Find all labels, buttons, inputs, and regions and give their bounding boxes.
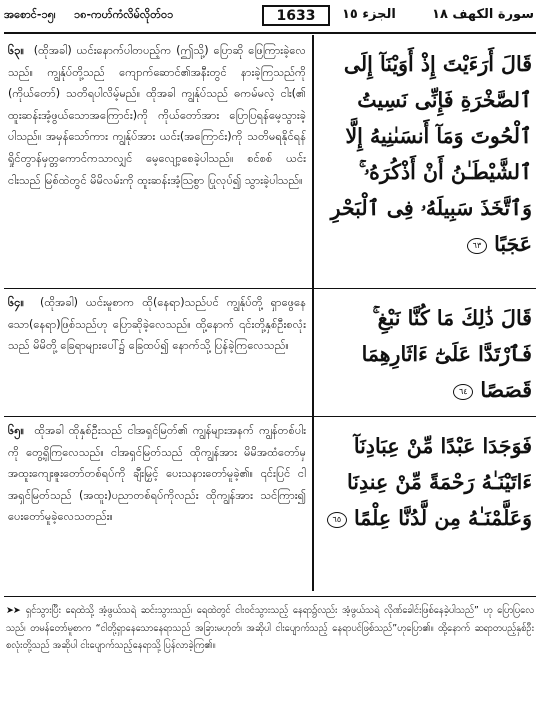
page-number: 1633 [262,5,330,26]
ayah-end-mark: ٦٣ [467,238,487,254]
double-arrow-icon: ➤➤ [6,605,20,616]
row-separator [4,416,536,417]
arabic-text: فَوَجَدَا عَبْدًا مِّنْ عِبَادِنَآ ءَاتَيْنَـٰهُ رَحْمَةً مِّنْ عِندِنَا وَعَلَّمْنَـٰهُ مِن لَّدُنَّا عِلْمًا [347,434,532,530]
header-rule [4,32,536,34]
verse-text: ထိုအခါ ထိုနှစ်ဦးသည် ငါအရှင်မြတ်၏ ကျွန်များအနက် ကျွန်တစ်ပါးကို တွေ့ရှိကြလေသည်။ ငါအရှင်မြတ်သည် ထိုကျွန်အား မိမိအထံတော်မှ အထူးကျေးဇူးတော်တစ်ရပ်ကို ချီးမြှင့် ပေးသနားတော်မူခဲ့၏။ ၎င်းပြင် ငါအရှင်မြတ်သည် (အထူး)ပညာတစ်ရပ်ကိုလည်း ထိုကျွန်အား သင်ကြား၍ ပေးတော်မူခဲ့လေသတည်း။ [8,424,306,524]
verse-number: ၆၅။ [8,424,24,437]
verse-63-arabic [318,46,532,262]
column-divider [312,35,314,591]
verse-64-translation [8,292,306,357]
ayah-end-mark: ٦٤ [453,384,473,400]
section-label: ၁၈-ကဟ်ကံလိမ်လိုတ်ဝ၁ [74,8,174,21]
verse-65-translation [8,420,306,528]
footnote-rule [4,596,536,597]
volume-label: အစောင်-၁၅၊ [4,8,56,21]
quran-page [4,2,536,710]
verse-number: ၆၃။ [8,44,24,57]
footnote-text: ရှင်သွားပြီး ရေထဲသို့ အံ့ဖွယ်သရဲ ဆင်းသွားသည်၊ ရေထဲတွင် ငါးဝင်သွားသည့် နေရာ၌လည်း အံ့ဖွယ်သရဲ လိုဏ်ခေါင်းဖြစ်နေခဲ့ပါသည်” ဟု ပြောပြလေသည်၊ တမန်တော်မူစာက “ငါတို့ရှာနေသောနေရာသည် အခြားမဟုတ်၊ အဆိုပါ ငါးပျောက်သည့် နေရာပင်ဖြစ်သည်”ဟုပြော၏။ ထို့နောက် ဆရာတပည့်နှစ်ဦးစလုံးတို့သည် အဆိုပါ ငါးပျောက်သည့်နေရာသို့ ပြန်လာခဲ့ကြ၏။ [6,605,534,652]
page-header [4,2,536,32]
verse-text: (ထိုအခါ) ယင်းမူစာက ထို(နေရာ)သည်ပင် ကျွန်ုပ်တို့ ရှာဖွေနေသော(နေရာ)ဖြစ်သည်ဟု ပြောဆိုခဲ့လေသည်။ ထို့နောက် ၎င်းတို့နှစ်ဦးစလုံးသည် မိမိတို့ ခြေရာများပေါ်၌ ခြေထပ်၍ နောက်သို့ ပြန်ခဲ့ကြလေသည်။ [8,296,306,353]
verse-63-translation [8,40,306,191]
arabic-text: قَالَ ذَٰلِكَ مَا كُنَّا نَبْغِ ۚ فَٱرْتَدَّا عَلَىٰٓ ءَاثَارِهِمَا قَصَصًا [361,306,532,402]
verse-64-arabic [318,300,532,408]
juz-label: الجزء ١٥ [342,7,396,22]
arabic-text: قَالَ أَرَءَيْتَ إِذْ أَوَيْنَآ إِلَى ٱلصَّخْرَةِ فَإِنِّى نَسِيتُ ٱلْحُوتَ وَمَآ أَنسَىٰنِيهُ إِلَّا ٱلشَّيْطَـٰنُ أَنْ أَذْكُرَهُۥ ۚ وَٱتَّخَذَ سَبِيلَهُۥ فِى ٱلْبَحْرِ عَجَبًا [330,52,532,256]
verse-text: (ထိုအခါ) ယင်းနောက်ပါတပည့်က (ဤသို့) ပြောဆို ဖြေကြားခဲ့လေသည်။ ကျွန်ုပ်တို့သည် ကျောက်ဆောင်၏အနီးတွင် နားခဲ့ကြသည်ကို (ကိုယ်တော်) သတိရပါလိမ့်မည်။ ထိုအခါ ကျွန်ုပ်သည် ဓကမ်မလဲ့ ငါး(၏ ထူးဆန်းအံ့ဖွယ်သောအကြောင်း)ကို ကိုယ်တော်အား ပြောပြရန်မေ့သွားခဲ့ပါသည်။ အမှန်သော်ကား ကျွန်ုပ်အား ယင်း(အကြောင်း)ကို သတိမရနိုင်ရန် ရှိုင်တွာန်မှတ္တကောင်ကသာလျှင် မေ့လျော့စေခဲ့ပါသည်။ စင်စစ် ယင်းငါးသည် မြစ်ထဲတွင် မိမိလမ်းကို ထူးဆန်းအံ့ဩစွာ ပြုလုပ်၍ သွားခဲ့ပါသည်။ [8,44,306,187]
surah-label: سورة الكهف ١٨ [432,7,534,22]
ayah-end-mark: ٦٥ [327,512,347,528]
row-separator [4,288,536,289]
verse-65-arabic [318,428,532,536]
footnote [6,602,534,655]
verse-number: ၆၄။ [8,296,24,309]
